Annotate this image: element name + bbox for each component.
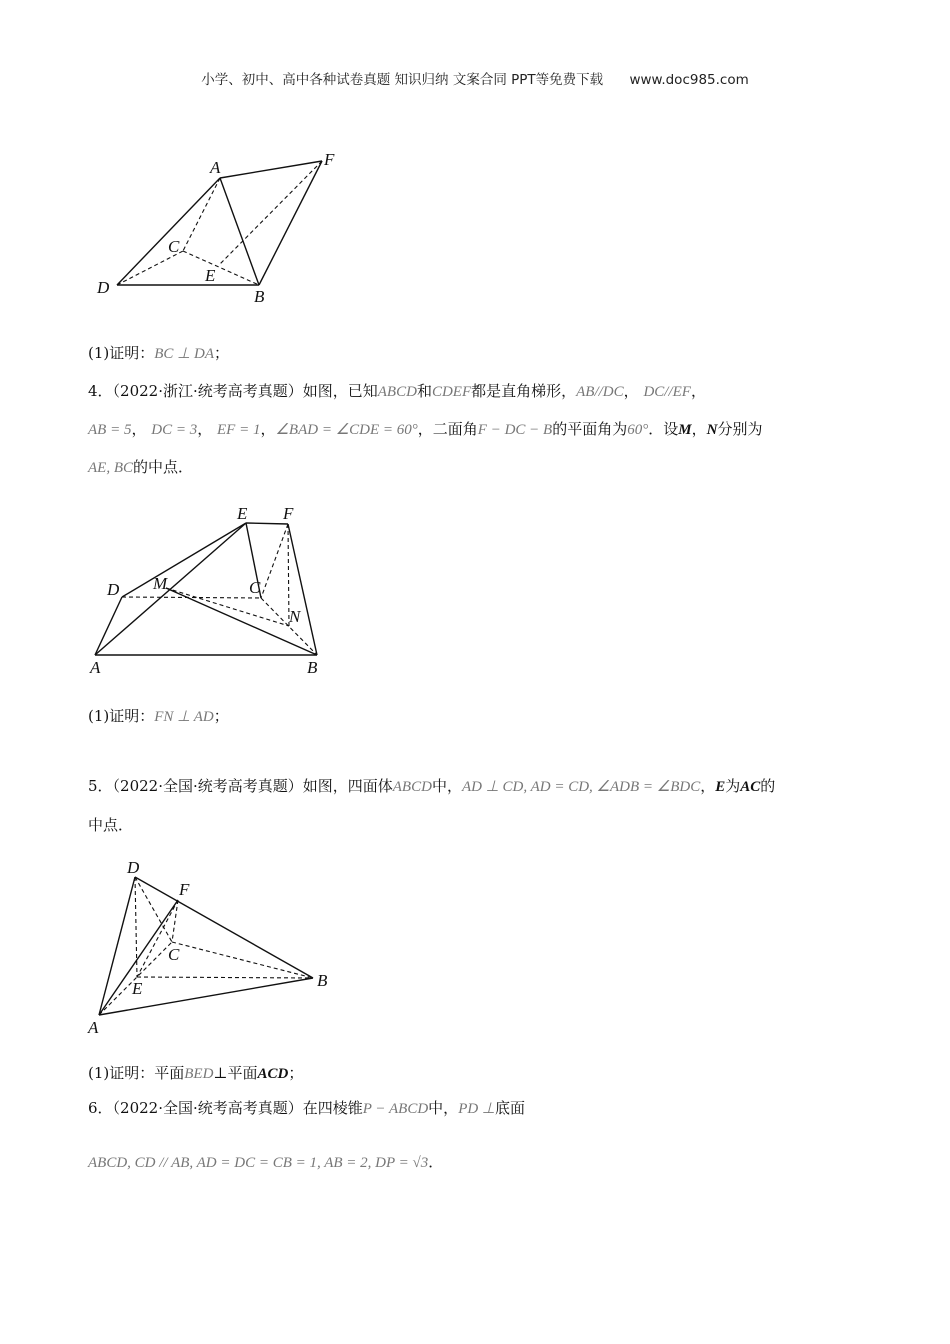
q4-line3: AE, BC的中点． bbox=[88, 458, 194, 476]
q6-line1: 6．（2022·全国·统考高考真题）在四棱锥P − ABCD中，PD ⊥底面 bbox=[88, 1099, 526, 1117]
header-title: 小学、初中、高中各种试卷真题 知识归纳 文案合同 PPT等免费下载 bbox=[201, 72, 604, 88]
q5-line1: 5．（2022·全国·统考高考真题）如图，四面体ABCD中，AD ⊥ CD, AD = CD, ∠ADB = ∠BDC，E为AC的 bbox=[88, 777, 776, 795]
figure-1-diagram bbox=[90, 150, 360, 310]
label-D: D bbox=[107, 580, 120, 599]
q6-line2: ABCD, CD // AB, AD = DC = CB = 1, AB = 2, DP = √3． bbox=[88, 1153, 444, 1171]
q5-part1: (1)证明：平面BED⊥平面ACD； bbox=[88, 1064, 304, 1082]
edge-FE bbox=[137, 900, 178, 977]
edge-DA bbox=[99, 877, 135, 1015]
edge-FC bbox=[261, 524, 288, 598]
label-A: A bbox=[90, 658, 101, 677]
label-B: B bbox=[317, 971, 328, 990]
label-E: E bbox=[237, 504, 248, 523]
q4-line1: 4．（2022·浙江·统考高考真题）如图，已知ABCD和CDEF都是直角梯形，AB//DC， DC//EF， bbox=[88, 382, 706, 400]
label-A: A bbox=[210, 158, 221, 177]
label-M: M bbox=[153, 574, 168, 593]
edge-AD bbox=[95, 597, 122, 655]
q4-line2: AB = 5， DC = 3， EF = 1，∠BAD = ∠CDE = 60°，二面角F − DC − B的平面角为60°．设M，N分别为 bbox=[88, 420, 763, 438]
edge-CB bbox=[172, 942, 313, 978]
edge-FB bbox=[288, 524, 317, 655]
edge-CB bbox=[183, 251, 259, 285]
page-header bbox=[0, 68, 950, 88]
label-C: C bbox=[168, 237, 180, 256]
label-N: N bbox=[289, 607, 301, 626]
edge-FE bbox=[220, 161, 322, 264]
edge-FB bbox=[259, 161, 322, 285]
label-A: A bbox=[88, 1018, 99, 1037]
edge-AC bbox=[183, 178, 220, 251]
label-F: F bbox=[283, 504, 294, 523]
label-D: D bbox=[97, 278, 110, 297]
label-C: C bbox=[168, 945, 180, 964]
label-E: E bbox=[205, 266, 216, 285]
q5-line2: 中点． bbox=[88, 816, 134, 834]
edge-MN bbox=[166, 588, 289, 626]
edge-EB bbox=[137, 977, 313, 978]
figure-2-diagram bbox=[85, 500, 335, 680]
label-C: C bbox=[249, 578, 261, 597]
edge-DC bbox=[117, 251, 183, 285]
label-D: D bbox=[127, 858, 140, 877]
figure-3-diagram bbox=[85, 855, 345, 1040]
edge-AB bbox=[220, 178, 259, 285]
label-E: E bbox=[132, 979, 143, 998]
edge-DB bbox=[135, 877, 313, 978]
label-F: F bbox=[179, 880, 190, 899]
edge-AF bbox=[220, 161, 322, 178]
edge-DE bbox=[122, 523, 246, 597]
header-site[interactable]: www.doc985.com bbox=[629, 72, 749, 88]
q3-part1: (1)证明：BC ⊥ DA； bbox=[88, 344, 229, 362]
q4-part1: (1)证明：FN ⊥ AD； bbox=[88, 707, 229, 725]
edge-DC bbox=[122, 597, 261, 598]
edge-EF bbox=[246, 523, 288, 524]
label-B: B bbox=[307, 658, 318, 677]
label-B: B bbox=[254, 287, 265, 306]
label-F: F bbox=[324, 150, 335, 169]
